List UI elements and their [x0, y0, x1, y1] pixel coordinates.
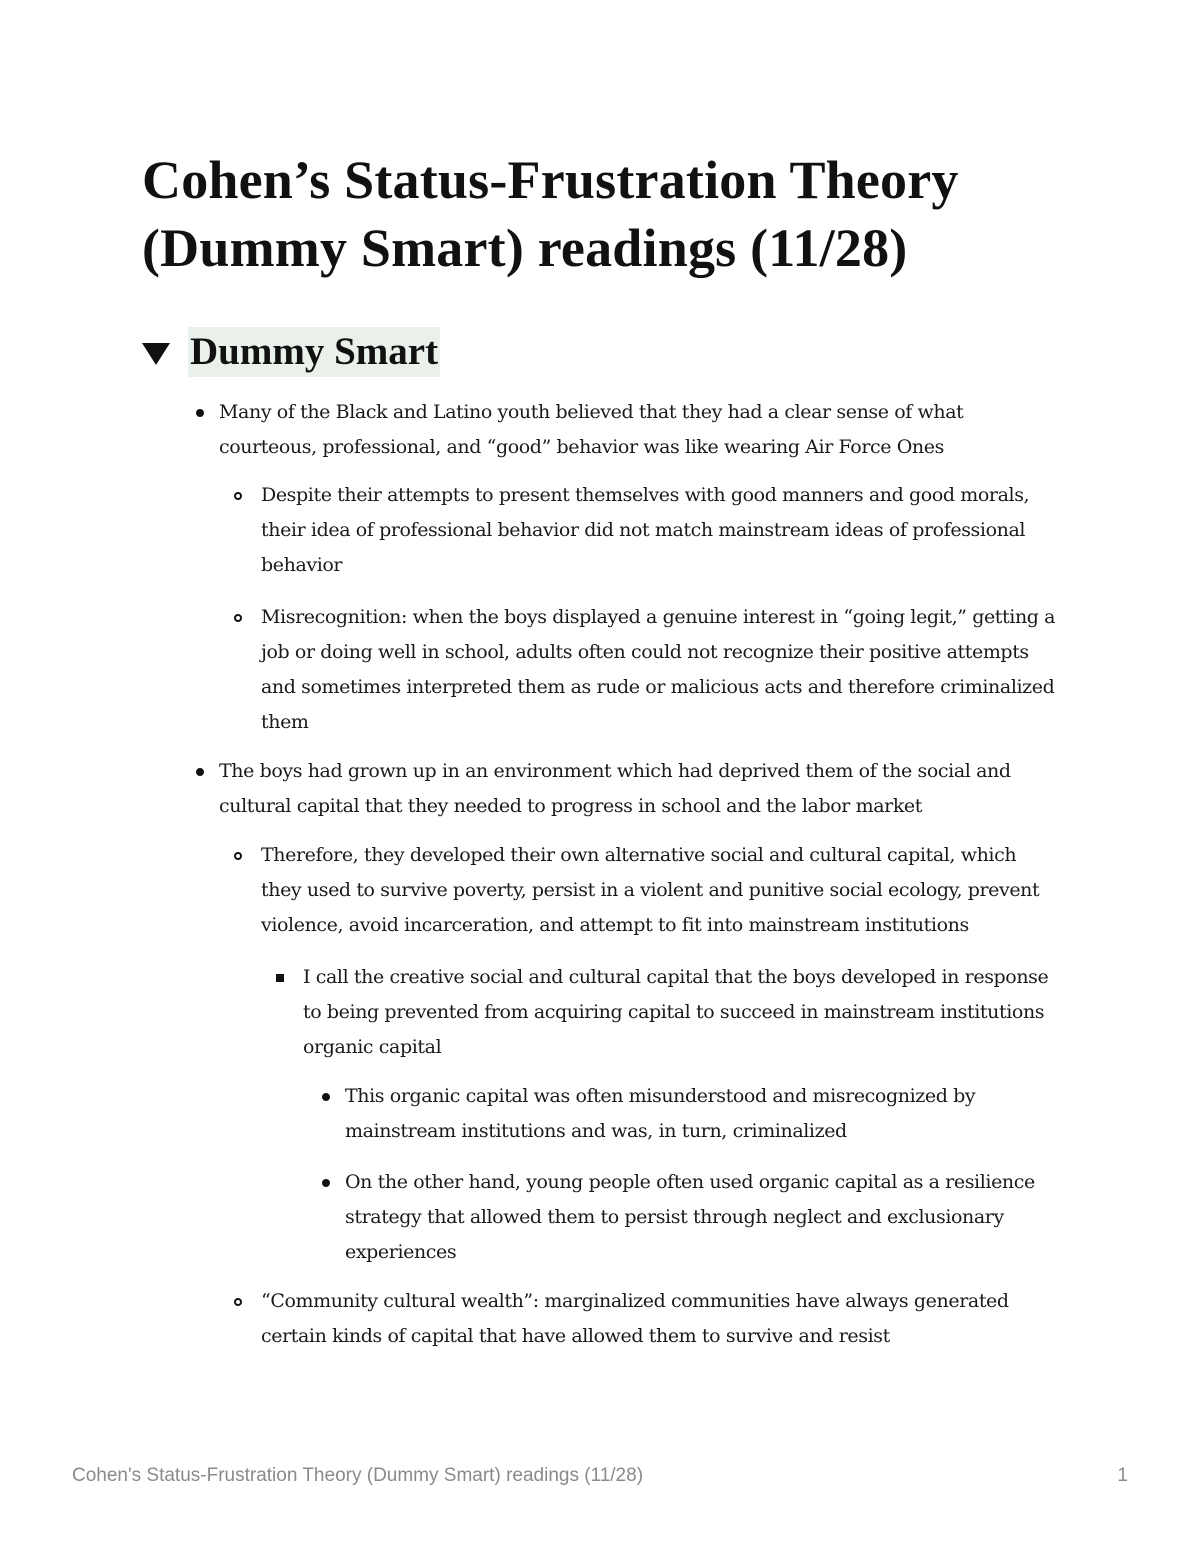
list-item-text: “Community cultural wealth”: marginalized communities have always generated certain kinds of capital that have allowed them to survive and resist: [261, 1290, 1009, 1347]
bullet-square-icon: [276, 974, 284, 982]
list-item-text: On the other hand, young people often used organic capital as a resilience strategy that allowed them to persist through neglect and exclusionary experiences: [345, 1171, 1035, 1263]
list-item: [261, 838, 1061, 943]
footer-title: Cohen's Status-Frustration Theory (Dummy Smart) readings (11/28): [72, 1465, 644, 1486]
bullet-circle-icon: [234, 614, 242, 622]
list-item: [261, 1284, 1051, 1354]
page-title: Cohen’s Status-Frustration Theory (Dummy Smart) readings (11/28): [142, 150, 959, 278]
list-item: [219, 395, 1019, 465]
list-item-text: Many of the Black and Latino youth believed that they had a clear sense of what courteous, professional, and “good” behavior was like wearing Air Force Ones: [219, 401, 964, 458]
toggle-heading[interactable]: [142, 327, 440, 377]
bullet-disc-icon: [322, 1179, 330, 1187]
list-item: [261, 600, 1061, 740]
list-item: [345, 1079, 1035, 1149]
bullet-disc-icon: [196, 409, 204, 417]
list-item: [261, 478, 1061, 583]
triangle-down-icon[interactable]: [142, 343, 170, 365]
list-item-text: Despite their attempts to present themselves with good manners and good morals, their idea of professional behavior did not match mainstream ideas of professional behavior: [261, 484, 1030, 576]
footer-page-number: 1: [1117, 1465, 1128, 1486]
list-item: [345, 1165, 1065, 1270]
list-item-text: I call the creative social and cultural capital that the boys developed in response to being prevented from acquiring capital to succeed in mainstream institutions organic capital: [303, 966, 1049, 1058]
bullet-circle-icon: [234, 852, 242, 860]
bullet-disc-icon: [196, 768, 204, 776]
list-item-text: The boys had grown up in an environment which had deprived them of the social and cultural capital that they needed to progress in school and the labor market: [219, 760, 1011, 817]
list-item: [219, 754, 1039, 824]
list-item-text: Misrecognition: when the boys displayed a genuine interest in “going legit,” getting a job or doing well in school, adults often could not recognize their positive attempts and sometimes interpreted them as rude or malicious acts and therefore criminalized them: [261, 606, 1056, 733]
list-item-text: This organic capital was often misunderstood and misrecognized by mainstream institutions and was, in turn, criminalized: [345, 1085, 976, 1142]
bullet-disc-icon: [322, 1093, 330, 1101]
bullet-circle-icon: [234, 492, 242, 500]
bullet-circle-icon: [234, 1298, 242, 1306]
list-item: [303, 960, 1063, 1065]
list-item-text: Therefore, they developed their own alternative social and cultural capital, which they used to survive poverty, persist in a violent and punitive social ecology, prevent violence, avoid incarceration, and attempt to fit into mainstream institutions: [261, 844, 1040, 936]
toggle-heading-text: Dummy Smart: [188, 327, 440, 377]
